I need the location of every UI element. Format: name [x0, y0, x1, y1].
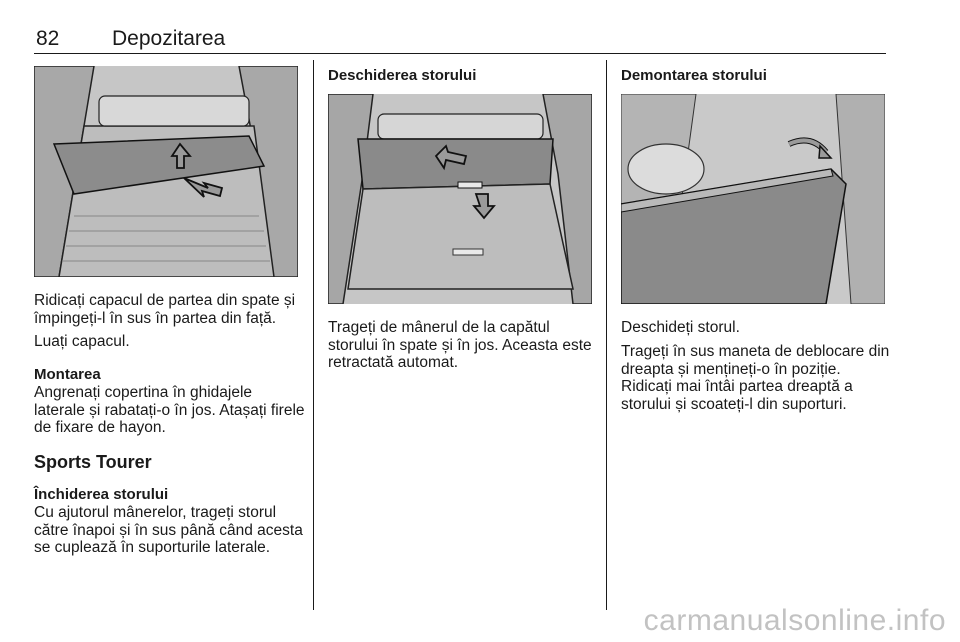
- inchiderea-text: Cu ajutorul mânerelor, trageți storul către înapoi și în sus până când acesta se cuplează în suporturile laterale.: [34, 504, 303, 556]
- demontarea-heading: Demontarea storului: [621, 67, 767, 84]
- sports-tourer-heading: Sports Tourer: [34, 452, 152, 472]
- figure-opening-roller-blind: [328, 94, 592, 304]
- section-title: Depozitarea: [112, 27, 226, 50]
- page-number: 82: [36, 27, 60, 50]
- column1-paragraph-2: Luați capacul.: [34, 333, 130, 350]
- figure-removing-roller-blind: [621, 94, 885, 304]
- montarea-text: Angrenați copertina în ghidajele laterale și rabatați-o în jos. Atașați firele de fixare de hayon.: [34, 384, 305, 436]
- demontarea-paragraph-2: Trageți în sus maneta de deblocare din dreapta și mențineți-o în poziție. Ridicați mai întâi partea dreaptă a storului și scoateți-l din suporturi.: [621, 343, 890, 413]
- column1-paragraph-1: Ridicați capacul de partea din spate și împingeți-l în sus în partea din față.: [34, 292, 296, 327]
- header-rule: [34, 53, 886, 54]
- montarea-heading: Montarea: [34, 366, 101, 383]
- figure-cargo-cover-removal: [34, 66, 298, 277]
- watermark: carmanualsonline.info: [643, 604, 946, 637]
- column-divider-2: [606, 60, 607, 610]
- deschiderea-heading: Deschiderea storului: [328, 67, 477, 84]
- demontarea-paragraph-1: Deschideți storul.: [621, 319, 740, 336]
- inchiderea-heading: Închiderea storului: [34, 486, 169, 503]
- column-divider-1: [313, 60, 314, 610]
- deschiderea-text: Trageți de mânerul de la capătul storului în spate și în jos. Aceasta este retractată automat.: [328, 319, 592, 371]
